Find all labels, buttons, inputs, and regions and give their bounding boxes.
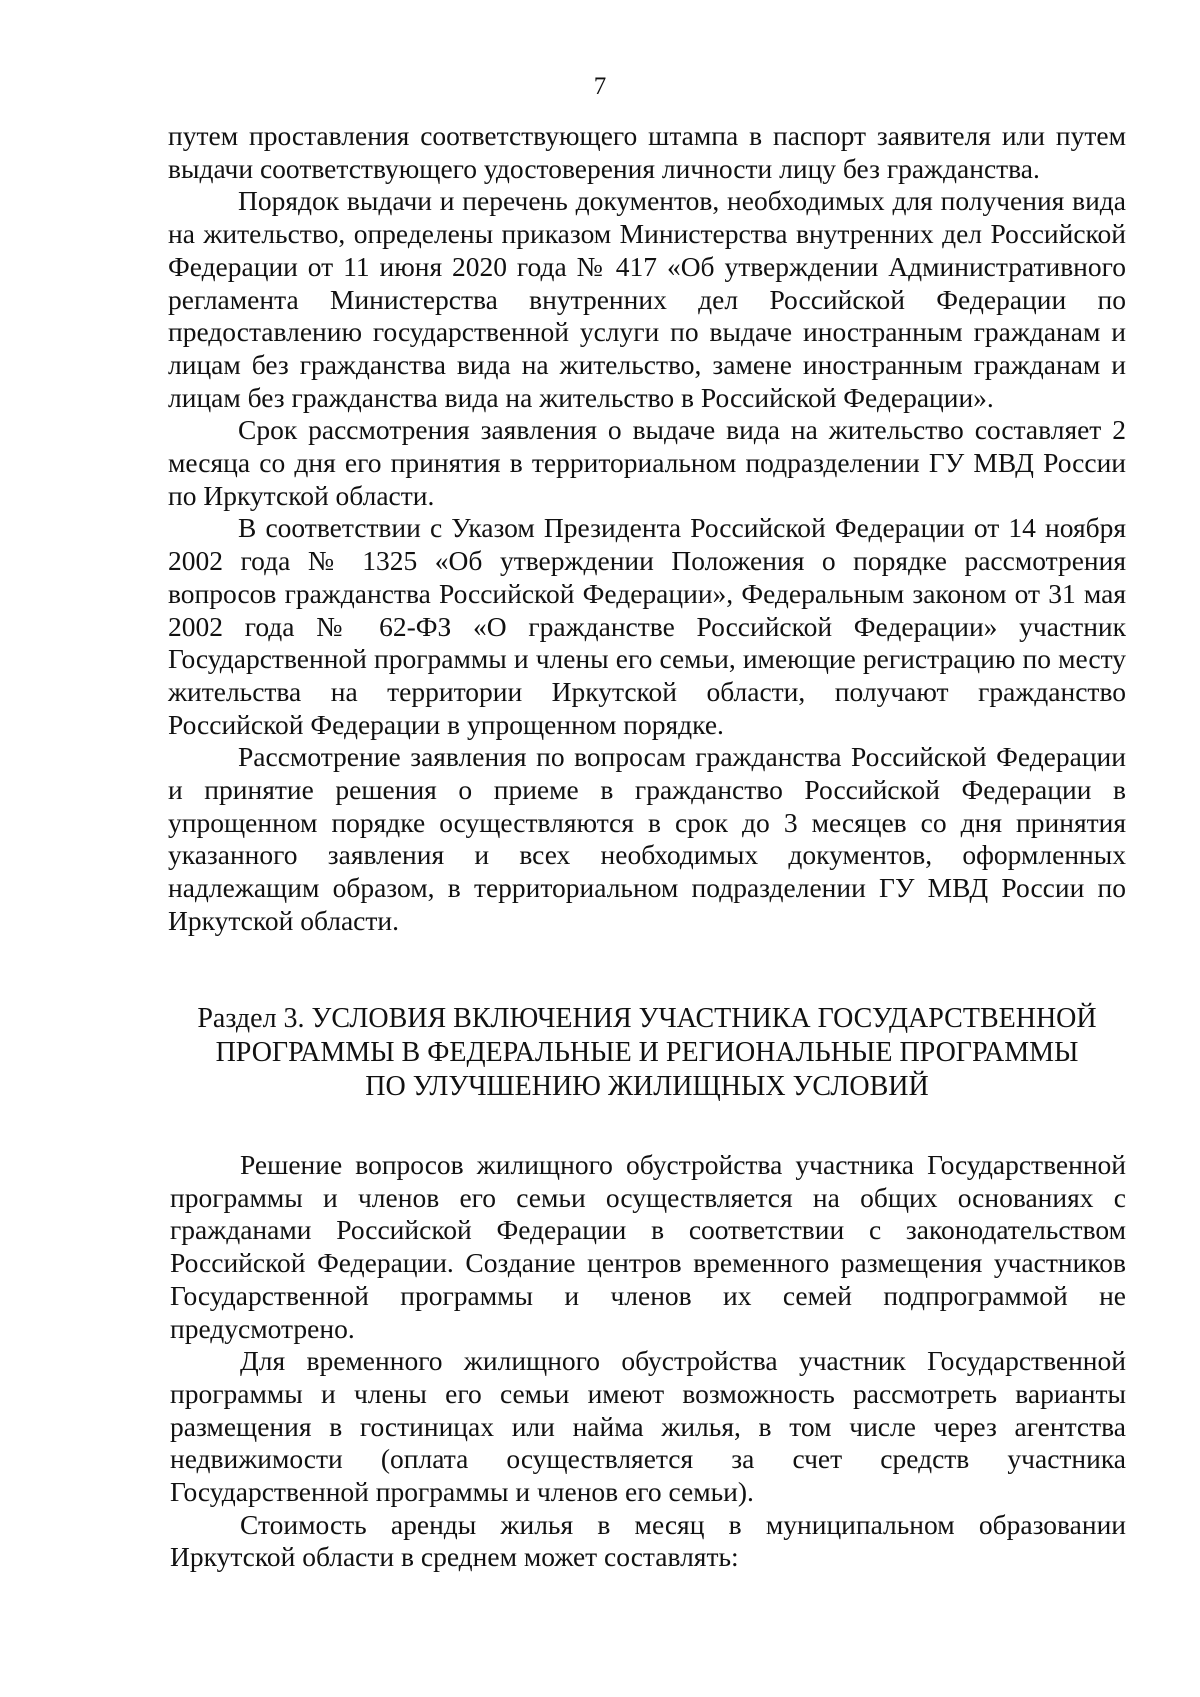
paragraph: путем проставления соответствующего штампа в паспорт заявителя или путем выдачи соответствующего удостоверения личности лицу без гражданства. [168, 120, 1126, 184]
text-block-after-heading [170, 1149, 1126, 1574]
paragraph: В соответствии с Указом Президента Российской Федерации от 14 ноября 2002 года № 1325 «Об утверждении Положения о порядке рассмотрения вопросов гражданства Российской Федерации», Федеральным законом от 31 мая 2002 года № 62-ФЗ «О гражданстве Российской Федерации» участник Государственной программы и члены его семьи, имеющие регистрацию по месту жительства на территории Иркутской области, получают гражданство Российской Федерации в упрощенном порядке. [168, 512, 1126, 740]
paragraph: Решение вопросов жилищного обустройства участника Государственной программы и членов его семьи осуществляется на общих основаниях с гражданами Российской Федерации в соответствии с законодательством Российской Федерации. Создание центров временного размещения участников Государственной программы и членов их семей подпрограммой не предусмотрено. [170, 1149, 1126, 1344]
section-heading-line: ПРОГРАММЫ В ФЕДЕРАЛЬНЫЕ И РЕГИОНАЛЬНЫЕ ПРОГРАММЫ [215, 1037, 1079, 1068]
section-heading-line: ПО УЛУЧШЕНИЮ ЖИЛИЩНЫХ УСЛОВИЙ [365, 1071, 929, 1102]
section-heading [168, 1002, 1126, 1104]
page-number: 7 [593, 73, 607, 100]
paragraph: Стоимость аренды жилья в месяц в муниципальном образовании Иркутской области в среднем может составлять: [170, 1508, 1126, 1573]
paragraph: Для временного жилищного обустройства участник Государственной программы и члены его семьи имеют возможность рассмотреть варианты размещения в гостиницах или найма жилья, в том числе через агентства недвижимости (оплата осуществляется за счет средств участника Государственной программы и членов его семьи). [170, 1345, 1126, 1508]
paragraph: Порядок выдачи и перечень документов, необходимых для получения вида на жительство, определены приказом Министерства внутренних дел Российской Федерации от 11 июня 2020 года № 417 «Об утверждении Административного регламента Министерства внутренних дел Российской Федерации по предоставлению государственной услуги по выдаче иностранным гражданам и лицам без гражданства вида на жительство, замене иностранным гражданам и лицам без гражданства вида на жительство в Российской Федерации». [168, 185, 1126, 413]
text-block-before-heading [168, 120, 1126, 938]
paragraph: Срок рассмотрения заявления о выдаче вида на жительство составляет 2 месяца со дня его принятия в территориальном подразделении ГУ МВД России по Иркутской области. [168, 414, 1126, 511]
section-heading-line: Раздел 3. УСЛОВИЯ ВКЛЮЧЕНИЯ УЧАСТНИКА ГОСУДАРСТВЕННОЙ [197, 1003, 1097, 1034]
paragraph: Рассмотрение заявления по вопросам гражданства Российской Федерации и принятие решения о приеме в гражданство Российской Федерации в упрощенном порядке осуществляются в срок до 3 месяцев со дня принятия указанного заявления и всех необходимых документов, оформленных надлежащим образом, в территориальном подразделении ГУ МВД России по Иркутской области. [168, 741, 1126, 936]
